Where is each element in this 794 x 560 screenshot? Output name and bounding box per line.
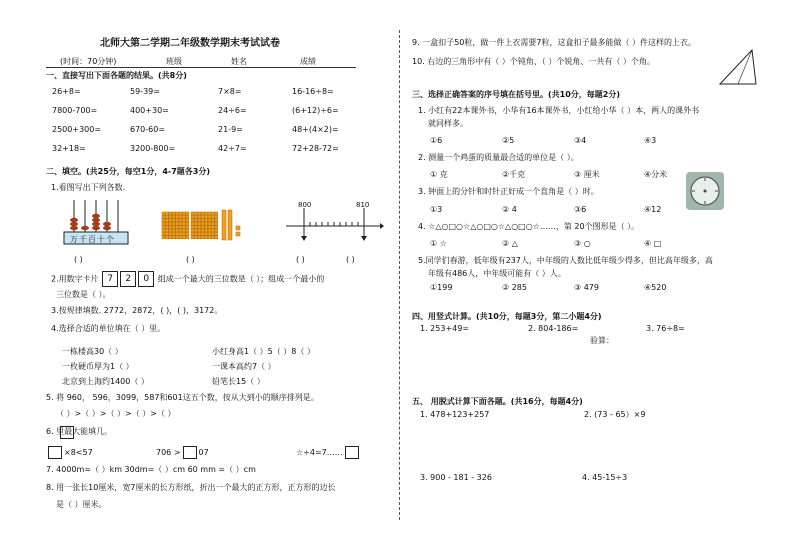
- numline-label-right: 810: [356, 201, 370, 209]
- choice-option[interactable]: ④12: [644, 205, 662, 214]
- unit-cube: [182, 219, 185, 222]
- unit-cube: [211, 226, 214, 229]
- answer-blank-2[interactable]: ( ): [186, 255, 195, 264]
- unit-cube: [211, 215, 214, 218]
- unit-cube: [208, 229, 211, 232]
- abacus-label: 万千百十个: [70, 235, 115, 244]
- section1-heading: 一、直接写出下面各题的结果。(共8分): [46, 71, 187, 80]
- choice-option[interactable]: ④分米: [644, 170, 668, 179]
- choice-option[interactable]: ④3: [644, 136, 657, 145]
- choice-option[interactable]: ③ ○: [574, 239, 591, 248]
- unit-cube: [205, 226, 208, 229]
- unit-cube: [179, 226, 182, 229]
- s3-q4: 4. ☆△○□○☆△○□○☆△○□○☆……，第 20个图形是（ ）。: [418, 222, 640, 231]
- choice-option[interactable]: ③ 479: [574, 283, 599, 292]
- column-divider: [399, 30, 400, 520]
- unit-cube: [215, 215, 218, 218]
- header-underline: [46, 67, 356, 68]
- unit-cube: [172, 212, 175, 215]
- unit-cube: [176, 226, 179, 229]
- unit-cube: [205, 219, 208, 222]
- q2-text-a: 2.用数字卡片: [51, 274, 99, 284]
- unit-cube: [198, 219, 201, 222]
- unit-cube: [186, 236, 189, 239]
- choice-option[interactable]: ② 4: [502, 205, 517, 214]
- answer-blank-1[interactable]: ( ): [74, 255, 83, 264]
- unit-cube: [176, 229, 179, 232]
- q6c-box[interactable]: [345, 446, 359, 459]
- unit-cube: [182, 229, 185, 232]
- s4-item-3: 3. 76÷8=: [646, 324, 685, 333]
- unit-cube: [162, 219, 165, 222]
- q6b-box[interactable]: [183, 446, 197, 459]
- mental-math-item: (6+12)÷6=: [292, 106, 339, 115]
- unit-cube: [169, 212, 172, 215]
- unit-cube: [186, 219, 189, 222]
- triangle-figure: [718, 46, 758, 88]
- question-9: 9. 一盒扣子50粒，做一件上衣需要7粒，这盒扣子最多能做（ ）件这样的上衣。: [412, 38, 696, 47]
- unit-cube: [198, 236, 201, 239]
- unit-cube: [205, 222, 208, 225]
- unit-cube: [179, 215, 182, 218]
- unit-cube: [176, 222, 179, 225]
- choice-option[interactable]: ① 克: [430, 170, 448, 179]
- unit-cube: [208, 219, 211, 222]
- unit-cube: [162, 236, 165, 239]
- mental-math-item: 24÷6=: [218, 106, 247, 115]
- unit-item-3: 一枚硬币厚为1（ ）: [62, 362, 134, 371]
- unit-cube: [186, 215, 189, 218]
- unit-cube: [215, 222, 218, 225]
- answer-blank-4[interactable]: ( ): [346, 255, 355, 264]
- unit-cube: [179, 222, 182, 225]
- mental-math-item: 400+30=: [130, 106, 169, 115]
- unit-cube: [198, 232, 201, 235]
- unit-cube: [201, 219, 204, 222]
- mental-math-item: 26+8=: [52, 87, 81, 96]
- place-value-blocks-figure: [160, 208, 242, 244]
- s4-item-1: 1. 253+49=: [420, 324, 470, 333]
- q6a-box[interactable]: [48, 446, 62, 459]
- unit-cube: [191, 232, 194, 235]
- unit-cube: [201, 232, 204, 235]
- mental-math-item: 32+18=: [52, 144, 86, 153]
- q6-label: 6. 里最大能填几。: [46, 427, 113, 436]
- choice-option[interactable]: ①199: [430, 283, 453, 292]
- unit-cube: [186, 229, 189, 232]
- choice-option[interactable]: ③ 厘米: [574, 170, 600, 179]
- unit-cube: [215, 232, 218, 235]
- clock-icon: [686, 172, 724, 210]
- unit-cube: [198, 215, 201, 218]
- unit-cube: [182, 226, 185, 229]
- unit-cube: [165, 212, 168, 215]
- mental-math-item: 670-60=: [130, 125, 166, 134]
- unit-cube: [162, 222, 165, 225]
- question-2-6: [46, 427, 112, 437]
- s3-q5-b: 年级有486人，中年级可能有（ ）人。: [428, 269, 566, 278]
- question-2-7: 7. 4000m=（ ）km 30dm=（ ）cm 60 mm =（ ）cm: [46, 465, 256, 474]
- s4-item-2: 2. 804-186=: [528, 324, 579, 333]
- question-2-4: 4.选择合适的单位填在（ ）里。: [51, 324, 166, 333]
- s3-q2: 2. 测量一个鸡蛋的质量最合适的单位是（ ）。: [418, 153, 579, 162]
- choice-option[interactable]: ② △: [502, 239, 518, 248]
- header-time: (时间：70分钟): [60, 57, 117, 66]
- unit-cube: [198, 229, 201, 232]
- mental-math-item: 72+28-72=: [292, 144, 339, 153]
- unit-cube: [198, 226, 201, 229]
- q6-item-b: [156, 446, 209, 459]
- unit-cube: [169, 232, 172, 235]
- digit-card-1: 7: [102, 271, 118, 287]
- unit-cube: [211, 232, 214, 235]
- unit-cube: [194, 222, 197, 225]
- unit-cube: [182, 222, 185, 225]
- header-class: 班级: [166, 57, 182, 66]
- s3-q1-b: 就同样多。: [428, 119, 468, 128]
- choice-option[interactable]: ①6: [430, 136, 443, 145]
- unit-cube: [208, 226, 211, 229]
- mental-math-item: 3200-800=: [130, 144, 176, 153]
- question-2-3: 3.按规律填数. 2772，2872，( )，( )，3172。: [51, 306, 223, 315]
- unit-cube: [191, 226, 194, 229]
- unit-cube: [179, 232, 182, 235]
- unit-cube: [179, 229, 182, 232]
- unit-cube: [165, 222, 168, 225]
- s5-item-3: 3. 900 - 181 - 326: [420, 473, 492, 482]
- choice-option[interactable]: ③6: [574, 205, 587, 214]
- unit-cube: [179, 212, 182, 215]
- unit-cube: [162, 212, 165, 215]
- unit-cube: [172, 229, 175, 232]
- page-title: 北师大第二学期二年级数学期末考试试卷: [100, 38, 280, 49]
- answer-blank-3[interactable]: ( ): [296, 255, 305, 264]
- unit-cube: [186, 226, 189, 229]
- unit-cube: [201, 226, 204, 229]
- unit-cube: [162, 232, 165, 235]
- unit-cube: [186, 222, 189, 225]
- question-10: 10. 右边的三角形中有（ ）个钝角、（ ）个锐角、一共有（ ）个角。: [412, 57, 655, 66]
- q6a-text: ×8<57: [64, 448, 93, 457]
- unit-cube: [211, 212, 214, 215]
- unit-cube: [176, 236, 179, 239]
- numline-label-left: 800: [298, 201, 312, 209]
- s5-item-2: 2. (73 - 65）×9: [584, 410, 646, 419]
- unit-cube: [176, 219, 179, 222]
- unit-cube: [211, 222, 214, 225]
- q6-item-a: [46, 446, 93, 459]
- unit-cube: [194, 226, 197, 229]
- unit-cube: [211, 229, 214, 232]
- unit-cube: [201, 229, 204, 232]
- unit-cube: [208, 215, 211, 218]
- s3-q5: 5.同学们春游，低年级有237人，中年级的人数比低年级少得多，但比高年级多，高: [418, 256, 713, 265]
- unit-cube: [176, 212, 179, 215]
- mental-math-item: 59-39=: [130, 87, 160, 96]
- unit-cube: [162, 229, 165, 232]
- unit-cube: [211, 236, 214, 239]
- unit-cube: [172, 232, 175, 235]
- unit-cube: [165, 232, 168, 235]
- unit-cube: [194, 212, 197, 215]
- q6-item-c: [296, 446, 361, 459]
- unit-cube: [205, 212, 208, 215]
- q6c-text: ☆÷4=7……: [296, 448, 343, 457]
- unit-cube: [179, 219, 182, 222]
- unit-cube: [186, 232, 189, 235]
- section5-heading: 五、 用脱式计算下面各题。(共16分，每题4分): [412, 397, 583, 406]
- unit-cube: [162, 226, 165, 229]
- unit-cube: [172, 219, 175, 222]
- unit-cube: [182, 212, 185, 215]
- unit-cube: [194, 236, 197, 239]
- q6b-text: 706 >: [156, 448, 181, 457]
- choice-option[interactable]: ④520: [644, 283, 667, 292]
- unit-cube: [172, 215, 175, 218]
- mental-math-item: 42÷7=: [218, 144, 247, 153]
- unit-cube: [194, 215, 197, 218]
- unit-cube: [182, 232, 185, 235]
- unit-cube: [194, 232, 197, 235]
- q2-text-b: 组成一个最大的三位数是（ ）；组成一个最小的: [157, 274, 325, 284]
- unit-cube: [191, 212, 194, 215]
- unit-cube: [201, 222, 204, 225]
- unit-cube: [176, 232, 179, 235]
- unit-cube: [215, 219, 218, 222]
- q6-heading-box: [60, 426, 74, 439]
- unit-cube: [201, 236, 204, 239]
- unit-cube: [205, 229, 208, 232]
- mental-math-item: 7800-700=: [52, 106, 98, 115]
- unit-cube: [165, 226, 168, 229]
- unit-cube: [169, 222, 172, 225]
- unit-cube: [165, 215, 168, 218]
- unit-cube: [172, 222, 175, 225]
- unit-cube: [205, 232, 208, 235]
- unit-cube: [191, 215, 194, 218]
- unit-cube: [176, 215, 179, 218]
- unit-item-4: 一课本高约7（ ）: [212, 362, 276, 371]
- unit-item-6: 铅笔长15（ ）: [212, 377, 265, 386]
- s3-q1: 1. 小红有22本课外书，小华有16本课外书，小红给小华（ ）本，两人的课外书: [418, 106, 700, 115]
- mental-math-item: 21-9=: [218, 125, 243, 134]
- digit-card-3: 0: [138, 271, 154, 287]
- question-2-1: 1.看图写出下列各数.: [51, 183, 126, 192]
- choice-option[interactable]: ①3: [430, 205, 443, 214]
- unit-cube: [179, 236, 182, 239]
- unit-cube: [191, 229, 194, 232]
- unit-cube: [208, 232, 211, 235]
- question-2-8: 8. 用一张长10厘米，宽7厘米的长方形纸，折出一个最大的正方形，正方形的边长: [46, 483, 336, 492]
- section4-heading: 四、用竖式计算。(共10分，每题3分，第二小题4分): [412, 312, 602, 321]
- unit-cube: [172, 226, 175, 229]
- unit-cube: [194, 219, 197, 222]
- unit-cube: [169, 236, 172, 239]
- unit-cube: [169, 226, 172, 229]
- mental-math-item: 7×8=: [218, 87, 242, 96]
- unit-cube: [205, 236, 208, 239]
- unit-cube: [165, 236, 168, 239]
- question-2-2: [51, 271, 324, 287]
- mental-math-item: 48+(4×2)=: [292, 125, 339, 134]
- s4-check-label: 验算：: [590, 336, 614, 345]
- unit-item-2: 小红身高1（ ）5（ ）8（ ）: [212, 347, 315, 356]
- choice-option[interactable]: ② 285: [502, 283, 527, 292]
- unit-cube: [211, 219, 214, 222]
- unit-cube: [182, 215, 185, 218]
- choice-option[interactable]: ②5: [502, 136, 515, 145]
- unit-cube: [201, 215, 204, 218]
- unit-cube: [191, 219, 194, 222]
- unit-cube: [208, 222, 211, 225]
- unit-cube: [194, 229, 197, 232]
- q6b-text-2: 07: [198, 448, 209, 457]
- question-2-8-b: 是（ ）厘米。: [56, 500, 107, 509]
- section2-heading: 二、填空。(共25分，每空1分，4-7题各3分): [46, 167, 211, 176]
- unit-cube: [215, 226, 218, 229]
- question-2-5: 5. 将 960， 596，3099，587和601这五个数，按从大到小的顺序排列是。: [46, 393, 319, 402]
- unit-cube: [215, 229, 218, 232]
- header-name: 姓名: [231, 57, 247, 66]
- digit-card-2: 2: [120, 271, 136, 287]
- unit-cube: [198, 212, 201, 215]
- mental-math-item: 2500+300=: [52, 125, 102, 134]
- unit-cube: [205, 215, 208, 218]
- unit-cube: [162, 215, 165, 218]
- s3-q3: 3. 钟面上的分针和时针正好成一个直角是（ ）时。: [418, 187, 599, 196]
- s5-item-1: 1. 478+123+257: [420, 410, 490, 419]
- unit-cube: [198, 222, 201, 225]
- unit-cube: [191, 222, 194, 225]
- unit-cube: [165, 229, 168, 232]
- unit-cube: [169, 219, 172, 222]
- unit-cube: [165, 219, 168, 222]
- choice-option[interactable]: ②千克: [502, 170, 526, 179]
- unit-cube: [186, 212, 189, 215]
- question-2-5-order: （ ）>（ ）>（ ）>（ ）>（ ）: [56, 409, 176, 418]
- unit-cube: [215, 236, 218, 239]
- header-score: 成绩: [300, 57, 316, 66]
- unit-cube: [215, 212, 218, 215]
- s5-item-4: 4. 45-15÷3: [582, 473, 628, 482]
- unit-cube: [182, 236, 185, 239]
- choice-option[interactable]: ③4: [574, 136, 587, 145]
- unit-cube: [208, 236, 211, 239]
- unit-cube: [208, 212, 211, 215]
- choice-option[interactable]: ④ □: [644, 239, 662, 248]
- unit-cube: [201, 212, 204, 215]
- unit-cube: [172, 236, 175, 239]
- mental-math-item: 16-16÷8=: [292, 87, 334, 96]
- choice-option[interactable]: ① ☆: [430, 239, 447, 248]
- unit-item-5: 北京到上海约1400（ ）: [62, 377, 149, 386]
- section3-heading: 三、选择正确答案的序号填在括号里。(共10分，每题2分): [412, 90, 621, 99]
- unit-cube: [169, 215, 172, 218]
- unit-item-1: 一栋楼高30（ ）: [62, 347, 123, 356]
- q2-text-c: 三位数是（ ）。: [56, 290, 111, 299]
- unit-cube: [169, 229, 172, 232]
- unit-cube: [191, 236, 194, 239]
